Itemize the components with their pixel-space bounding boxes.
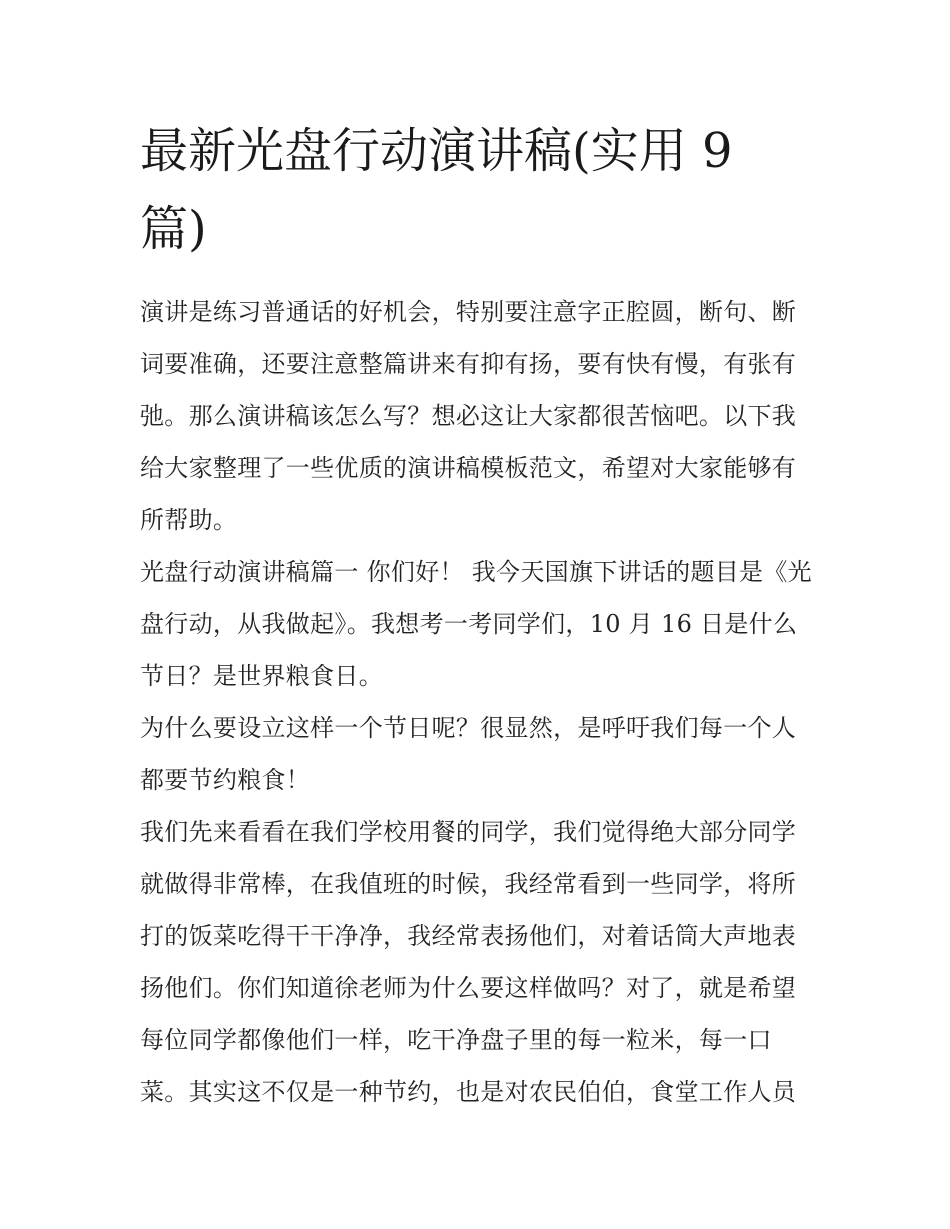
paragraph-intro: 演讲是练习普通话的好机会，特别要注意字正腔圆，断句、断词要准确，还要注意整篇讲来有抑有扬，要有快有慢，有张有弛。那么演讲稿该怎么写？想必这让大家都很苦恼吧。以下我给大家整理了一些优质的演讲稿模板范文，希望对大家能够有所帮助。	[140, 298, 797, 534]
paragraph-school-dining: 我们先来看看在我们学校用餐的同学，我们觉得绝大部分同学就做得非常棒，在我值班的时候，我经常看到一些同学，将所打的饭菜吃得干干净净，我经常表扬他们，对着话筒大声地表扬他们。你们知道徐老师为什么要这样做吗？对了，就是希望每位同学都像他们一样，吃干净盘子里的每一粒米，每一口菜。其实这不仅是一种节约，也是对农民伯伯，食堂工作人员	[140, 818, 797, 1106]
paragraph-why-festival: 为什么要设立这样一个节日呢？很显然，是呼吁我们每一个人都要节约粮食！	[140, 714, 797, 794]
document-content	[140, 112, 812, 1118]
paragraph-speech-opening: 光盘行动演讲稿篇一 你们好！ 我今天国旗下讲话的题目是《光盘行动，从我做起》。我想考一考同学们，10 月 16 日是什么节日？是世界粮食日。	[140, 558, 812, 690]
document-title: 最新光盘行动演讲稿(实用 9 篇)	[140, 123, 733, 257]
